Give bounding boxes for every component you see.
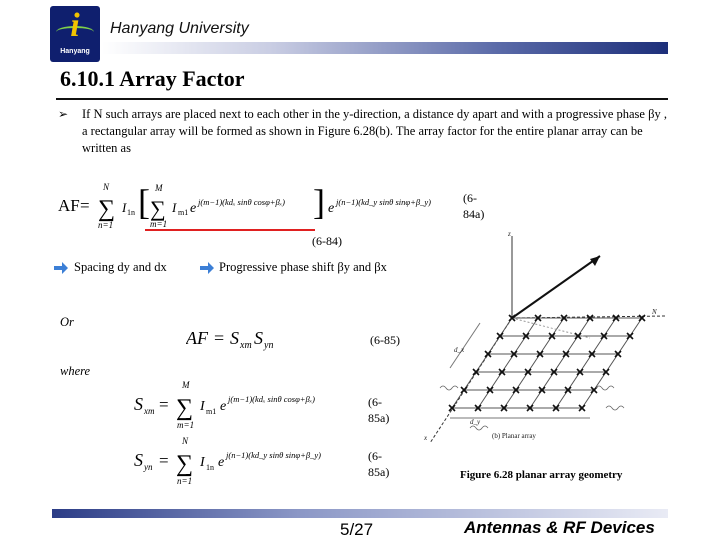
svg-text:=: = [159,395,169,414]
svg-text:m=1: m=1 [150,219,168,229]
svg-text:I: I [200,455,205,470]
logo-text: Hanyang [60,48,90,55]
svg-text:S: S [254,328,263,348]
svg-text:I: I [122,200,127,215]
svg-text:e: e [328,201,335,216]
svg-text:m=1: m=1 [177,420,195,430]
svg-text:S: S [230,328,239,348]
svg-text:S: S [134,394,143,414]
svg-text:S: S [134,450,143,470]
where-label: where [60,364,91,378]
svg-text:x: x [424,434,428,442]
slide-title: 6.10.1 Array Factor [60,66,245,91]
svg-text:=: = [80,196,90,215]
svg-text:e: e [218,455,225,470]
svg-text:=: = [214,328,225,348]
svg-text:∑: ∑ [176,451,194,477]
svg-text:AF: AF [186,328,208,348]
syn-equation [134,434,364,486]
svg-text:N: N [652,308,657,316]
equation-number-af: (6-85) [370,333,400,347]
page-number: 5/27 [340,520,374,539]
svg-text:=: = [159,451,169,470]
svg-text:m1: m1 [178,208,189,217]
svg-text:[: [ [138,182,150,222]
or-label: Or [60,315,74,329]
svg-text:N: N [103,182,110,192]
red-underline [145,229,315,231]
svg-text:j(n−1)(kd_y sinθ sinφ+β_y): j(n−1)(kd_y sinθ sinφ+β_y) [336,197,431,207]
figure-sublabel: (b) Planar array [492,432,536,440]
svg-text:e: e [190,201,197,216]
arrow-bullet-icon: ➢ [58,107,69,121]
svg-text:1n: 1n [206,463,214,472]
equation-number-sxm: (6-85a) [368,395,390,425]
university-logo [50,6,100,62]
course-title: Antennas & RF Devices [464,518,655,537]
equation-number-main: (6-84a) [463,191,485,221]
svg-text:N: N [182,436,189,446]
svg-text:e: e [220,399,227,414]
svg-text:I: I [172,200,177,215]
sxm-equation [134,378,364,430]
footer-gradient-bar [52,509,668,518]
svg-text:m1: m1 [206,407,217,416]
svg-text:n=1: n=1 [98,220,114,230]
svg-text:j(m−1)(kdₓ sinθ cosφ+βₓ): j(m−1)(kdₓ sinθ cosφ+βₓ) [228,394,316,404]
svg-text:∑: ∑ [150,196,166,221]
svg-text:n=1: n=1 [177,476,193,486]
svg-text:∑: ∑ [98,196,116,222]
svg-text:M: M [155,183,163,193]
af-product-equation [186,325,296,351]
svg-text:M: M [182,380,190,390]
array-factor-equation [58,178,458,234]
phase-label: Progressive phase shift βy and βx [219,260,387,274]
university-name: Hanyang University [110,20,249,37]
svg-text:d_y: d_y [470,418,481,426]
body-paragraph: If N such arrays are placed next to each other in the y-direction, a distance dy apart and with a progressive phase βy , a rectangular array will be formed as shown in Figure 6.28(b). The array factor for the entire planar array can be written as [82,107,667,155]
svg-text:xm: xm [144,406,155,416]
svg-text:d_x: d_x [454,346,465,354]
arrow-right-icon [200,262,214,274]
title-rule [56,98,668,100]
svg-text:xm: xm [240,340,252,351]
svg-text:I: I [200,399,205,414]
spacing-label: Spacing dy and dx [74,260,167,274]
figure-caption: Figure 6.28 planar array geometry [460,469,623,481]
header-gradient-bar [102,42,668,54]
logo-letter: i [70,7,80,44]
svg-text:j(m−1)(kdₓ sinθ cosφ+βₓ): j(m−1)(kdₓ sinθ cosφ+βₓ) [198,197,286,207]
svg-text:∑: ∑ [176,395,194,421]
svg-text:1n: 1n [127,208,135,217]
svg-text:yn: yn [264,340,274,351]
svg-text:j(n−1)(kd_y sinθ sinφ+β_y): j(n−1)(kd_y sinθ sinφ+β_y) [226,450,321,460]
arrow-right-icon [54,262,68,274]
af-symbol: AF [58,196,80,215]
equation-number-sub: (6-84) [312,234,342,248]
svg-text:z: z [508,230,511,238]
equation-number-syn: (6-85a) [368,449,390,479]
svg-text:]: ] [313,182,325,222]
svg-text:yn: yn [144,462,153,472]
planar-array-figure [410,228,672,464]
